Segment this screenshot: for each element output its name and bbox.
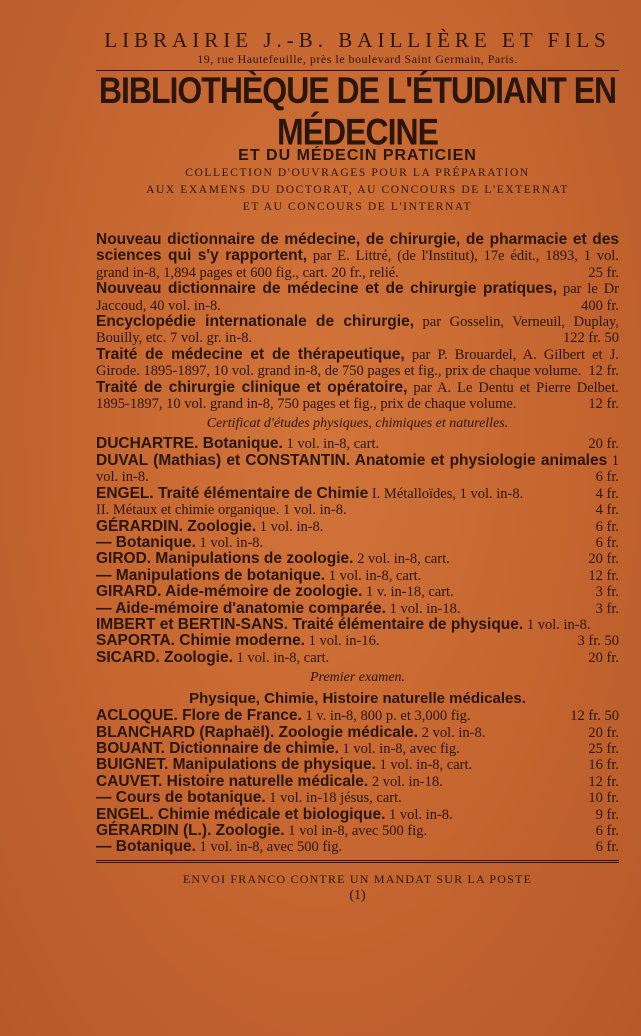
entry-details: 1 vol. in-18. [385,600,461,617]
entry-details: II. Métaux et chimie organique. 1 vol. in-8. [96,502,347,519]
entry-details: 1 vol. in-16. [305,633,380,650]
publisher-address: 19, rue Hautefeuille, près le boulevard Saint Germain, Paris. [197,52,518,66]
entry-price: 25 fr. [588,740,619,757]
entry-title: Nouveau dictionnaire de médecine, de chirurgie, de pharmacie et des sciences qui s'y rapportent, [96,231,619,265]
entry-title: GIRARD. Aide-mémoire de zoologie. [96,583,363,601]
entry-title: — Aide-mémoire d'anatomie comparée. [96,599,386,617]
entry-title: GÉRARDIN (L.). Zoologie. [96,822,285,839]
catalogue-entry [96,584,619,600]
catalogue-entry [96,453,619,486]
entry-details: 1 v. in-18, cart. [362,584,454,601]
entry-title: — Cours de botanique. [96,789,266,807]
entry-price: 6 fr. [595,518,619,535]
entry-price: 12 fr. [588,567,619,584]
catalogue-entry [96,757,619,773]
certificat-entries [96,436,619,666]
entry-title: Traité de chirurgie clinique et opératoire, [96,378,408,396]
entry-price: 12 fr. 50 [570,708,619,725]
entry-price: 16 fr. [588,757,619,774]
catalogue-entry [96,436,619,452]
entry-details: 1 v. in-8, 800 p. et 3,000 fig. [301,708,471,725]
entry-price: 122 fr. 50 [563,330,619,347]
entry-price: 4 fr. [595,485,619,502]
entry-details: I. Métalloïdes, 1 vol. in-8. [368,485,524,502]
entry-details: 1 vol. in-8. [256,518,324,535]
entry-details: 1 vol. in-8, avec 500 fig. [195,839,343,856]
entry-price: 3 fr. [595,584,619,601]
entry-details: par Gosselin, Verneuil, Duplay, Bouilly, etc. 7 vol. gr. in-8. [96,314,619,347]
collection-line-3: ET AU CONCOURS DE L'INTERNAT [242,201,473,213]
entry-title: BUIGNET. Manipulations de physique. [96,756,376,774]
entry-details: par le Dr Jaccoud, 40 vol. in-8. [96,281,620,314]
entry-price: 6 fr. [595,469,619,486]
entry-price: 20 fr. [588,436,619,453]
collection-line-2: AUX EXAMENS DU DOCTORAT, AU CONCOURS DE L'EXTERNAT [146,184,569,196]
collection-line-1: COLLECTION D'OUVRAGES POUR LA PRÉPARATION [185,167,530,179]
entry-title: ENGEL. Chimie médicale et biologique. [96,805,386,823]
examen-entries [96,708,619,856]
publisher-name: LIBRAIRIE J.-B. BAILLIÈRE ET FILS [104,28,611,52]
entry-price: 12 fr. [588,396,619,413]
main-entries [96,232,619,412]
entry-title: IMBERT et BERTIN-SANS. Traité élémentaire de physique. [96,615,524,633]
entry-title: GIROD. Manipulations de zoologie. [96,550,354,568]
catalogue-entry [96,617,619,633]
entry-price: 9 fr. [595,806,619,823]
entry-details: 2 vol. in-8, cart. [353,551,450,568]
catalogue-entry [96,380,619,413]
catalogue-entry [96,551,619,567]
entry-title: — Botanique. [96,838,196,856]
footer-divider [96,860,619,863]
catalogue-entry [96,650,619,666]
entry-details: 1 vol. in-8, avec fig. [338,740,460,757]
catalogue-entry [96,725,619,741]
catalogue-entry [96,314,619,347]
entry-title: SICARD. Zoologie. [96,648,233,666]
catalogue-entry [96,774,619,790]
entry-price: 6 fr. [595,823,619,839]
entry-title: DUCHARTRE. Botanique. [96,435,283,453]
entry-title: DUVAL (Mathias) et CONSTANTIN. Anatomie et physiologie animales [96,451,608,469]
catalogue-entry [96,741,619,757]
catalogue-entry [96,601,619,617]
entry-details: par A. Le Dentu et Pierre Delbet. 1895-1897, 10 vol. grand in-8, 750 pages et fig., prix de chaque volume. [96,379,619,413]
entry-title: SAPORTA. Chimie moderne. [96,632,305,650]
entry-price: 6 fr. [595,534,619,551]
entry-details: par E. Littré, (de l'Institut), 17e édit., 1893, 1 vol. grand in-8, 1,894 pages et 600 fig., cart. 20 fr., relié. [96,248,619,281]
catalogue-entry [96,568,619,584]
series-subtitle: ET DU MÉDECIN PRATICIEN [238,147,477,164]
catalogue-entry [96,502,619,518]
entry-title: — Botanique. [96,533,196,551]
entry-price: 400 fr. [581,297,619,314]
entry-title: ENGEL. Traité élémentaire de Chimie [96,484,369,502]
entry-price: 3 fr. [595,600,619,617]
entry-price: 20 fr. [588,649,619,666]
entry-details: 1 vol. in-8, cart. [375,757,473,774]
page-number: (1) [349,887,366,903]
entry-title: BLANCHARD (Raphaël). Zoologie médicale. [96,723,419,741]
entry-details: 1 vol. in-8. [195,534,264,551]
footer-note: ENVOI FRANCO CONTRE UN MANDAT SUR LA POSTE [182,871,533,886]
entry-details: 1 vol in-8, avec 500 fig. [284,823,428,839]
catalogue-entry [96,535,619,551]
entry-price: 10 fr. [588,790,619,807]
entry-details: par P. Brouardel, A. Gilbert et J. Girode. 1895-1897, 10 vol. grand in-8, de 750 pages et fig., prix de chaque volume. [96,346,619,380]
catalogue-entry [96,347,619,380]
entry-title: CAUVET. Histoire naturelle médicale. [96,772,369,790]
entry-price: 25 fr. [588,264,619,281]
entry-details: 1 vol. in-8, cart. [282,436,380,453]
section-premier-examen-subtitle: Physique, Chimie, Histoire naturelle médicales. [189,690,526,708]
entry-price: 4 fr. [595,502,619,519]
catalogue-entry [96,839,619,855]
entry-title: ACLOQUE. Flore de France. [96,707,302,725]
catalogue-entry [96,807,619,823]
catalogue-entry [96,823,619,839]
catalogue-entry [96,633,619,649]
entry-title: — Manipulations de botanique. [96,566,326,584]
entry-price: 3 fr. 50 [577,633,619,650]
entry-details: 2 vol. in-8. [418,724,486,741]
entry-details: 2 vol. in-18. [368,773,443,790]
entry-details: 1 vol. in-8, cart. [325,567,422,584]
section-certificat: Certificat d'études physiques, chimiques et naturelles. [206,416,509,432]
section-premier-examen: Premier examen. [309,670,406,686]
entry-price: 20 fr. [588,551,619,568]
catalogue-entry [96,790,619,806]
entry-details: 1 vol. in-8. [385,806,453,823]
entry-title: Traité de médecine et de thérapeutique, [96,345,405,363]
entry-price: 6 fr. [595,839,619,856]
entry-details: 1 vol. in-8. [523,616,591,633]
entry-title: GÉRARDIN. Zoologie. [96,517,257,535]
entry-price: 20 fr. [588,724,619,741]
entry-title: Encyclopédie internationale de chirurgie, [96,313,414,331]
catalogue-entry [96,486,619,502]
entry-title: Nouveau dictionnaire de médecine et de chirurgie pratiques, [96,280,558,298]
series-title: BIBLIOTHÈQUE DE L'ÉTUDIANT EN MÉDECINE [98,69,617,153]
catalogue-entry [96,708,619,724]
entry-price: 12 fr. [588,773,619,790]
entry-details: 1 vol. in-8. [96,452,620,486]
entry-price: 12 fr. [588,363,619,380]
entry-details: 1 vol. in-18 jésus, cart. [265,790,402,807]
entry-details: 1 vol. in-8, cart. [232,649,330,666]
catalogue-entry [96,281,619,314]
catalogue-entry [96,519,619,535]
entry-title: BOUANT. Dictionnaire de chimie. [96,739,339,757]
catalogue-entry [96,232,619,281]
